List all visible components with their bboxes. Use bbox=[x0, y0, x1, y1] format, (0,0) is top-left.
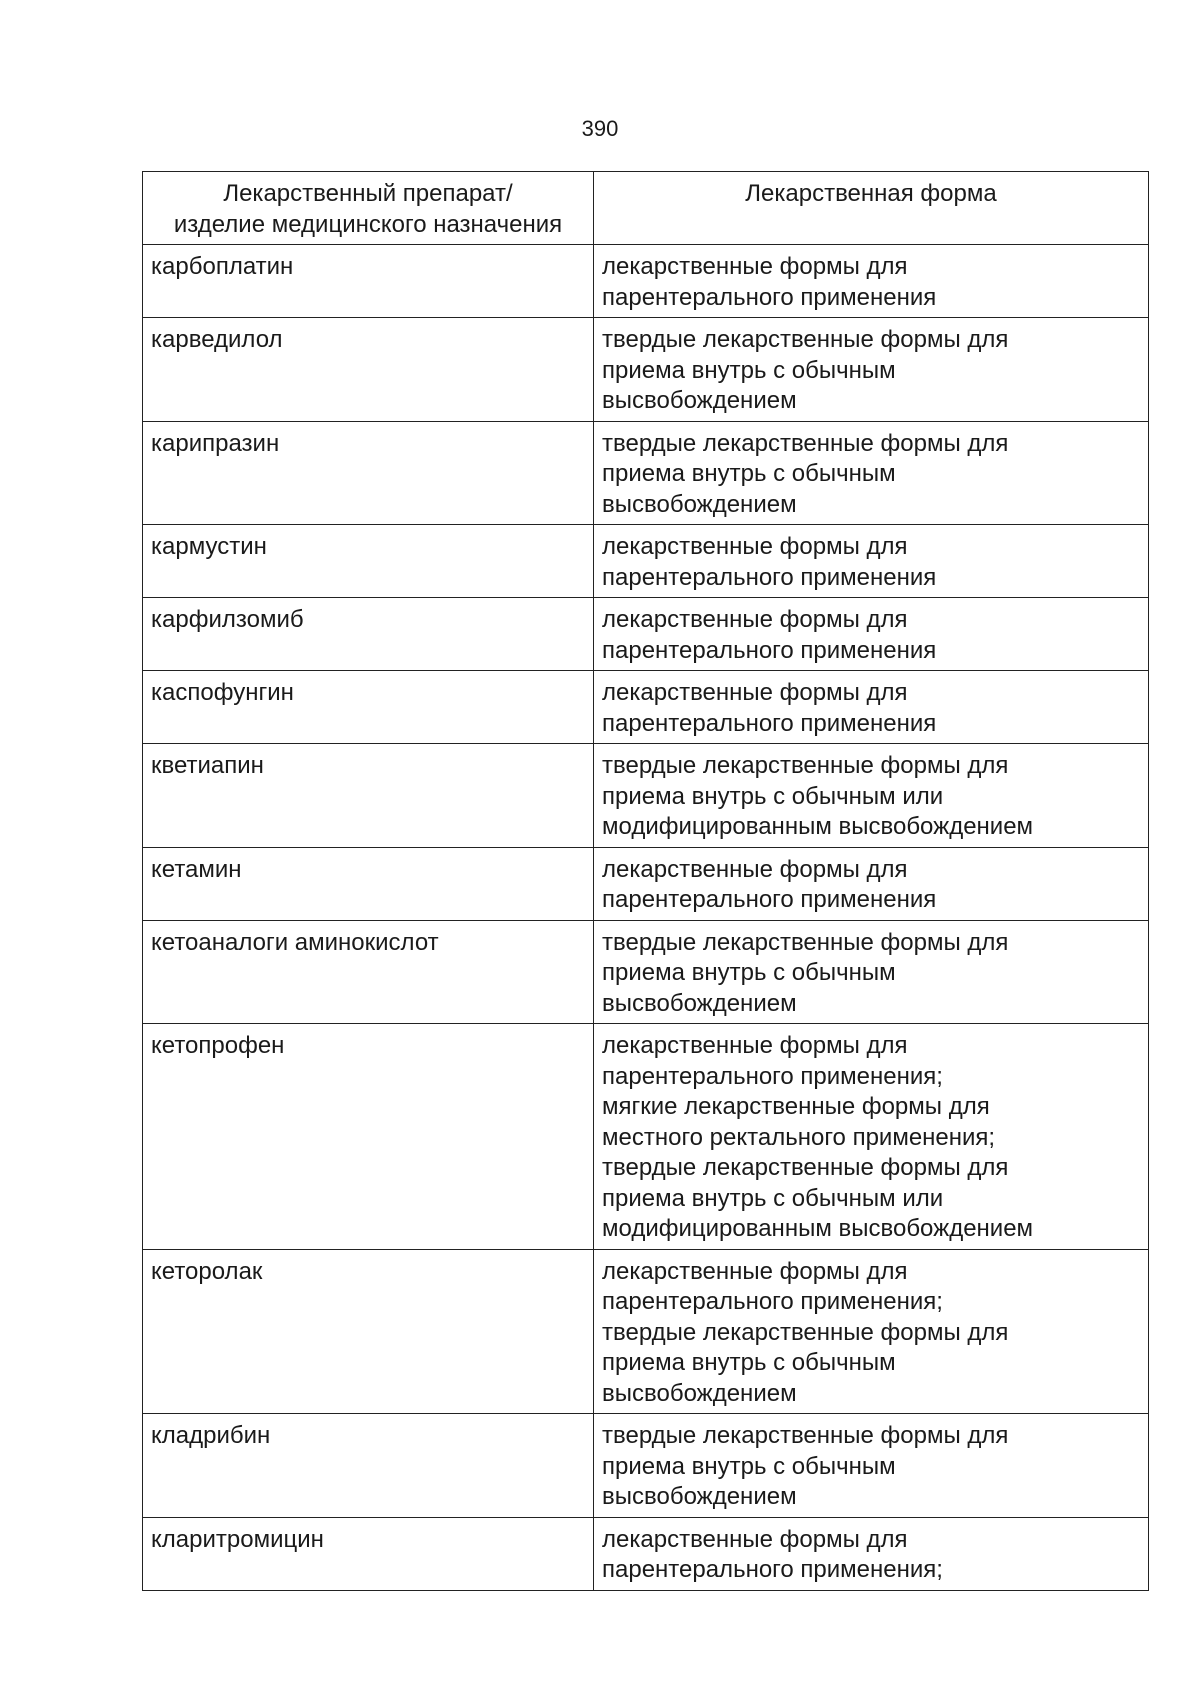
table-row bbox=[143, 744, 1149, 848]
form-cell: лекарственные формы для парентерального применения bbox=[594, 245, 1149, 318]
form-cell: твердые лекарственные формы для приема внутрь с обычным высвобождением bbox=[594, 1414, 1149, 1518]
table-row bbox=[143, 671, 1149, 744]
drug-cell: кладрибин bbox=[143, 1414, 594, 1518]
table-row bbox=[143, 598, 1149, 671]
form-cell: твердые лекарственные формы для приема внутрь с обычным высвобождением bbox=[594, 421, 1149, 525]
form-cell: лекарственные формы для парентерального применения bbox=[594, 847, 1149, 920]
table-row bbox=[143, 847, 1149, 920]
header-form: Лекарственная форма bbox=[594, 172, 1149, 245]
form-cell: лекарственные формы для парентерального применения bbox=[594, 525, 1149, 598]
drug-cell: карфилзомиб bbox=[143, 598, 594, 671]
form-cell: лекарственные формы для парентерального применения; твердые лекарственные формы для приема внутрь с обычным высвобождением bbox=[594, 1249, 1149, 1414]
form-cell: лекарственные формы для парентерального применения bbox=[594, 671, 1149, 744]
table-row bbox=[143, 245, 1149, 318]
table-row bbox=[143, 1414, 1149, 1518]
drug-cell: кветиапин bbox=[143, 744, 594, 848]
header-drug: Лекарственный препарат/ изделие медицинского назначения bbox=[143, 172, 594, 245]
drug-cell: кетопрофен bbox=[143, 1024, 594, 1250]
drug-cell: кларитромицин bbox=[143, 1517, 594, 1590]
drug-cell: карипразин bbox=[143, 421, 594, 525]
table-header-row bbox=[143, 172, 1149, 245]
drug-cell: кеторолак bbox=[143, 1249, 594, 1414]
form-cell: твердые лекарственные формы для приема внутрь с обычным или модифицированным высвобождением bbox=[594, 744, 1149, 848]
form-cell: лекарственные формы для парентерального применения bbox=[594, 598, 1149, 671]
drug-cell: кетоаналоги аминокислот bbox=[143, 920, 594, 1024]
page-number: 390 bbox=[581, 116, 619, 141]
drug-cell: каспофунгин bbox=[143, 671, 594, 744]
table-row bbox=[143, 920, 1149, 1024]
form-cell: лекарственные формы для парентерального применения; bbox=[594, 1517, 1149, 1590]
table-row bbox=[143, 525, 1149, 598]
table-row bbox=[143, 1024, 1149, 1250]
table-row bbox=[143, 318, 1149, 422]
table-row bbox=[143, 421, 1149, 525]
form-cell: лекарственные формы для парентерального применения; мягкие лекарственные формы для местного ректального применения; твердые лекарственные формы для приема внутрь с обычным или модифицированным высвобождением bbox=[594, 1024, 1149, 1250]
drug-cell: карбоплатин bbox=[143, 245, 594, 318]
form-cell: твердые лекарственные формы для приема внутрь с обычным высвобождением bbox=[594, 318, 1149, 422]
form-cell: твердые лекарственные формы для приема внутрь с обычным высвобождением bbox=[594, 920, 1149, 1024]
table-row bbox=[143, 1517, 1149, 1590]
drug-form-table bbox=[142, 171, 1149, 1591]
table-row bbox=[143, 1249, 1149, 1414]
drug-cell: карведилол bbox=[143, 318, 594, 422]
drug-cell: кетамин bbox=[143, 847, 594, 920]
drug-cell: кармустин bbox=[143, 525, 594, 598]
